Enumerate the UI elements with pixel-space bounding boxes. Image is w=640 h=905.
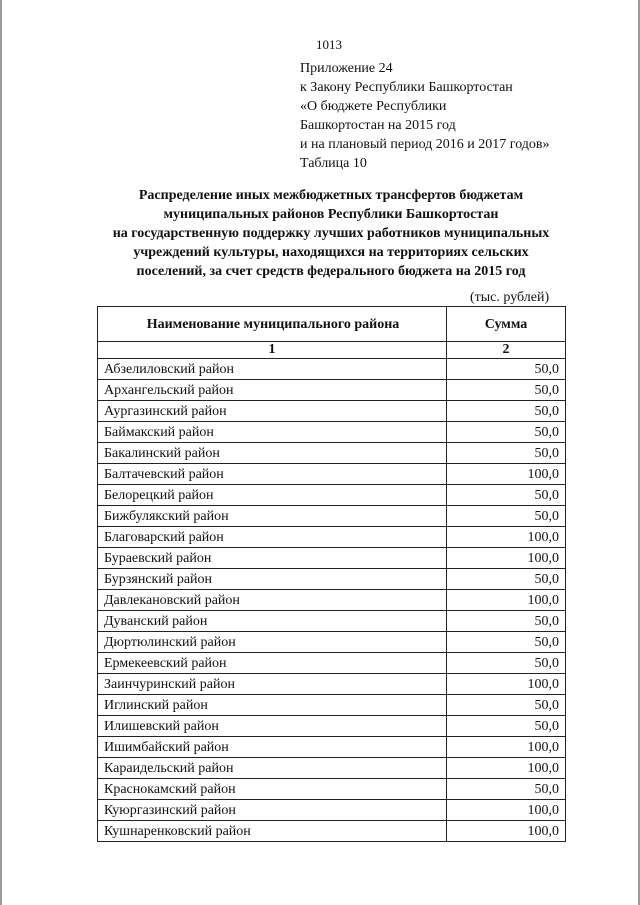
sum-cell: 100,0 bbox=[447, 464, 566, 485]
table-row bbox=[98, 611, 566, 632]
sum-cell: 50,0 bbox=[447, 359, 566, 380]
sum-cell: 50,0 bbox=[447, 632, 566, 653]
table-row bbox=[98, 737, 566, 758]
district-name-cell: Белорецкий район bbox=[98, 485, 447, 506]
sum-cell: 100,0 bbox=[447, 821, 566, 842]
units-label: (тыс. рублей) bbox=[470, 290, 550, 305]
title-line: поселений, за счет средств федерального бюджета на 2015 год bbox=[136, 264, 526, 279]
table-row bbox=[98, 674, 566, 695]
sum-cell: 100,0 bbox=[447, 590, 566, 611]
table-row bbox=[98, 695, 566, 716]
district-name-cell: Дуванский район bbox=[98, 611, 447, 632]
district-name-cell: Илишевский район bbox=[98, 716, 447, 737]
sum-cell: 100,0 bbox=[447, 800, 566, 821]
appendix-line: Башкортостан на 2015 год bbox=[300, 118, 456, 133]
district-name-cell: Ишимбайский район bbox=[98, 737, 447, 758]
scan-edge-left bbox=[0, 0, 2, 905]
sum-cell: 50,0 bbox=[447, 443, 566, 464]
table-row bbox=[98, 800, 566, 821]
district-name-cell: Дюртюлинский район bbox=[98, 632, 447, 653]
sum-cell: 100,0 bbox=[447, 548, 566, 569]
sum-cell: 50,0 bbox=[447, 485, 566, 506]
column-number-row bbox=[98, 342, 566, 359]
table-row bbox=[98, 590, 566, 611]
sum-cell: 50,0 bbox=[447, 716, 566, 737]
document-title bbox=[96, 186, 566, 281]
sum-cell: 100,0 bbox=[447, 674, 566, 695]
district-name-cell: Благоварский район bbox=[98, 527, 447, 548]
district-name-cell: Абзелиловский район bbox=[98, 359, 447, 380]
title-line: на государственную поддержку лучших работников муниципальных bbox=[112, 226, 550, 241]
table-row bbox=[98, 569, 566, 590]
table-row bbox=[98, 380, 566, 401]
sum-cell: 100,0 bbox=[447, 737, 566, 758]
sum-cell: 50,0 bbox=[447, 401, 566, 422]
table-row bbox=[98, 716, 566, 737]
district-name-cell: Балтачевский район bbox=[98, 464, 447, 485]
district-name-cell: Бураевский район bbox=[98, 548, 447, 569]
transfers-table bbox=[97, 306, 566, 842]
sum-cell: 50,0 bbox=[447, 506, 566, 527]
appendix-line: и на плановый период 2016 и 2017 годов» bbox=[300, 137, 550, 152]
table-row bbox=[98, 464, 566, 485]
sum-cell: 50,0 bbox=[447, 569, 566, 590]
sum-cell: 100,0 bbox=[447, 758, 566, 779]
district-name-cell: Краснокамский район bbox=[98, 779, 447, 800]
table-row bbox=[98, 758, 566, 779]
table-row bbox=[98, 401, 566, 422]
appendix-line: к Закону Республики Башкортостан bbox=[300, 80, 513, 95]
sum-cell: 50,0 bbox=[447, 779, 566, 800]
table-header-row bbox=[98, 307, 566, 342]
district-name-cell: Иглинский район bbox=[98, 695, 447, 716]
district-name-cell: Архангельский район bbox=[98, 380, 447, 401]
column-header-sum: Сумма bbox=[447, 307, 566, 342]
table-row bbox=[98, 821, 566, 842]
column-number: 2 bbox=[447, 342, 566, 359]
table-row bbox=[98, 548, 566, 569]
sum-cell: 50,0 bbox=[447, 611, 566, 632]
appendix-line: Таблица 10 bbox=[300, 156, 367, 171]
table-row bbox=[98, 506, 566, 527]
table-row bbox=[98, 443, 566, 464]
column-number: 1 bbox=[98, 342, 447, 359]
district-name-cell: Бурзянский район bbox=[98, 569, 447, 590]
district-name-cell: Караидельский район bbox=[98, 758, 447, 779]
district-name-cell: Бижбулякский район bbox=[98, 506, 447, 527]
district-name-cell: Давлекановский район bbox=[98, 590, 447, 611]
table-row bbox=[98, 779, 566, 800]
appendix-line: «О бюджете Республики bbox=[300, 99, 447, 114]
appendix-reference bbox=[300, 59, 550, 173]
table-row bbox=[98, 422, 566, 443]
page-number: 1013 bbox=[316, 37, 342, 52]
district-name-cell: Кушнаренковский район bbox=[98, 821, 447, 842]
district-name-cell: Куюргазинский район bbox=[98, 800, 447, 821]
district-name-cell: Бакалинский район bbox=[98, 443, 447, 464]
table-row bbox=[98, 653, 566, 674]
table-row bbox=[98, 359, 566, 380]
district-name-cell: Заинчуринский район bbox=[98, 674, 447, 695]
sum-cell: 50,0 bbox=[447, 695, 566, 716]
table-row bbox=[98, 632, 566, 653]
district-name-cell: Аургазинский район bbox=[98, 401, 447, 422]
district-name-cell: Ермекеевский район bbox=[98, 653, 447, 674]
table-body bbox=[98, 359, 566, 842]
table-row bbox=[98, 485, 566, 506]
title-line: муниципальных районов Республики Башкортостан bbox=[163, 207, 499, 222]
sum-cell: 50,0 bbox=[447, 653, 566, 674]
district-name-cell: Баймакский район bbox=[98, 422, 447, 443]
sum-cell: 50,0 bbox=[447, 380, 566, 401]
sum-cell: 50,0 bbox=[447, 422, 566, 443]
sum-cell: 100,0 bbox=[447, 527, 566, 548]
title-line: Распределение иных межбюджетных трансфертов бюджетам bbox=[138, 188, 524, 203]
title-line: учреждений культуры, находящихся на территориях сельских bbox=[133, 245, 529, 260]
appendix-line: Приложение 24 bbox=[300, 61, 393, 76]
table-row bbox=[98, 527, 566, 548]
column-header-name: Наименование муниципального района bbox=[98, 307, 447, 342]
